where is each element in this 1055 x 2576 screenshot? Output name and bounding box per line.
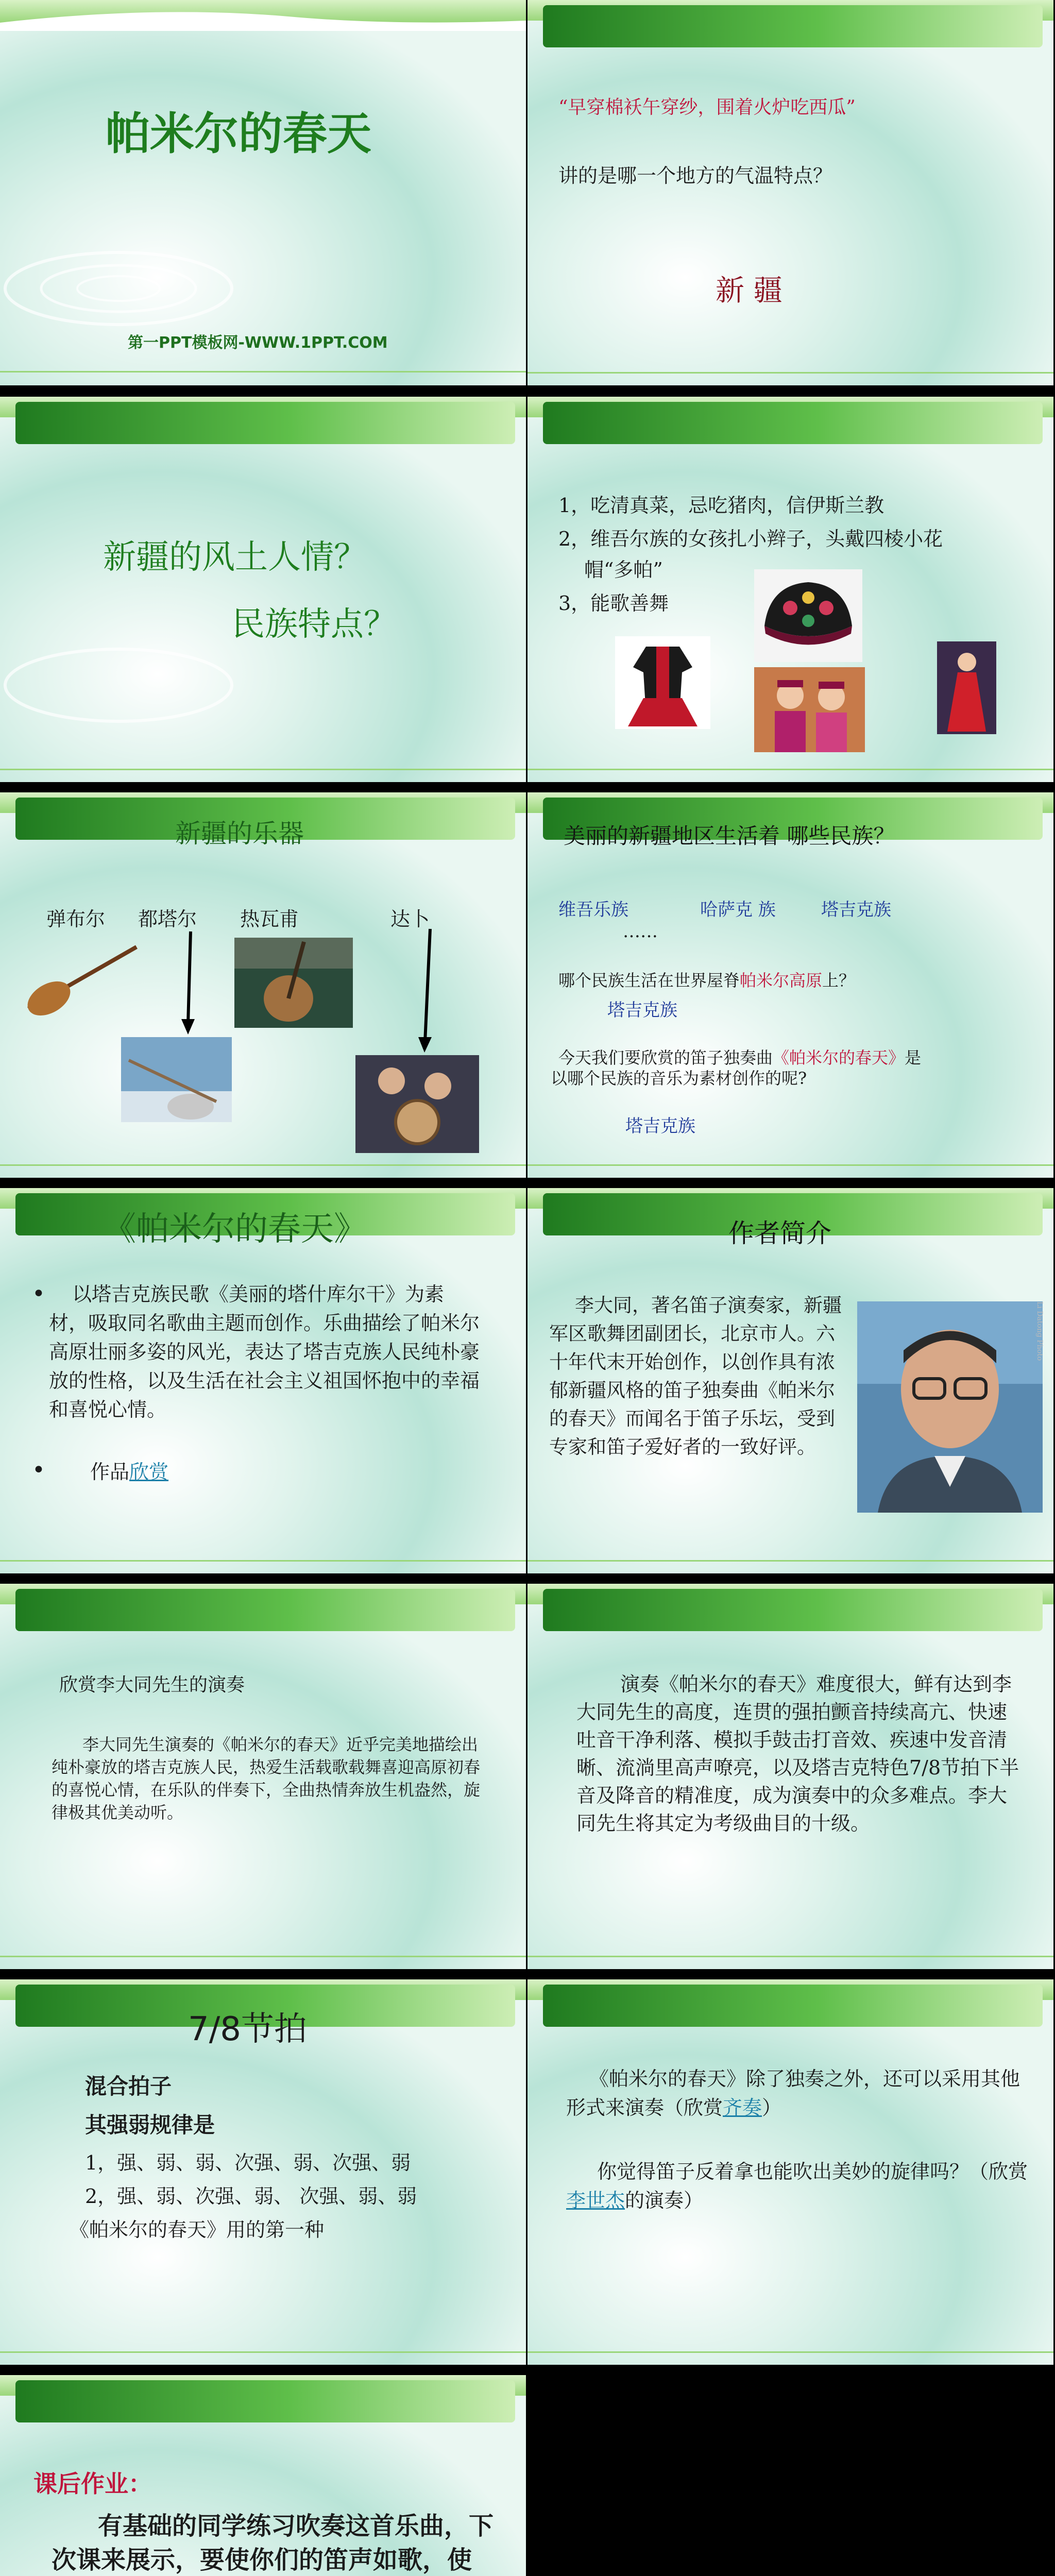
meter-pattern-2: 2，强、弱、次强、弱、 次强、弱、弱 <box>85 2185 417 2208</box>
difficulty-paragraph: 演奏《帕米尔的春天》难度很大，鲜有达到李大同先生的高度，连贯的强拍颤音持续高亢、快速吐音干净利落、模拟手鼓击打音效、疾速中发音清晰、流淌里高声嘹亮，以及塔吉克特色7/8节拍下半音及降音的精准度，成为演奏中的众多难点。李大同先生将其定为考级曲目的十级。 <box>576 1673 1019 1835</box>
slide-title: 美丽的新疆地区生活着 哪些民族？ <box>564 823 895 849</box>
custom-item-3: 3，能歌善舞 <box>558 592 669 615</box>
slide-9 <box>0 1584 526 1969</box>
slide-5 <box>0 792 526 1178</box>
slide-10 <box>528 1584 1053 1969</box>
paragraph-2: 你觉得笛子反着拿也能吹出美妙的旋律吗？（欣赏李世杰的演奏） <box>566 2160 1028 2212</box>
custom-item-2a: 2，维吾尔族的女孩扎小辫子，头戴四棱小花 <box>558 528 943 550</box>
meter-note: 《帕米尔的春天》用的第一种 <box>70 2218 325 2241</box>
slide-title: 《帕米尔的春天》 <box>103 1210 367 1248</box>
ensemble-link[interactable]: 齐奏 <box>723 2096 762 2119</box>
topic-line-2: 民族特点？ <box>232 605 397 643</box>
footer-url: 第一PPT模板网-WWW.1PPT.COM <box>128 334 388 352</box>
ethnic-2: 哈萨克 族 <box>700 900 776 920</box>
instrument-label-1: 弹布尔 <box>46 908 106 930</box>
slide-6 <box>528 792 1053 1178</box>
appreciate-link[interactable]: 欣赏 <box>129 1461 169 1483</box>
ellipsis: …… <box>623 921 658 942</box>
slide-title: 作者简介 <box>728 1218 831 1248</box>
empty-panel <box>528 2374 1055 2576</box>
instruments-illustration <box>0 792 526 1178</box>
meter-pattern-1: 1，强、弱、弱、次强、弱、次强、弱 <box>85 2151 411 2174</box>
question-text: 讲的是哪一个地方的气温特点？ <box>558 164 833 187</box>
dancers-photo <box>754 667 865 752</box>
slide-11 <box>0 1979 526 2365</box>
answer-1: 塔吉克族 <box>607 1000 677 1021</box>
description-paragraph: 以塔吉克族民歌《美丽的塔什库尔干》为素材，吸取同名歌曲主题而创作。乐曲描绘了帕米尔高原壮丽多姿的风光，表达了塔吉克族人民纯朴豪放的性格，以及生活在社会主义祖国怀抱中的幸福和喜悦心情。 <box>49 1283 480 1421</box>
work-line: 作品欣赏 <box>90 1461 169 1483</box>
slide-13 <box>0 2375 526 2576</box>
quote-text: “早穿棉袄午穿纱，围着火炉吃西瓜” <box>558 97 856 118</box>
slide-title: 7/8节拍 <box>188 2010 307 2048</box>
bullet-dot-1: • <box>32 1281 45 1307</box>
bullet-dot-2: • <box>32 1457 45 1483</box>
instrument-label-4: 达卜 <box>390 908 430 930</box>
instrument-label-3: 热瓦甫 <box>240 908 299 930</box>
ethnic-1: 维吾乐族 <box>558 900 628 920</box>
doppa-hat-image <box>754 569 862 662</box>
paragraph-1: 《帕米尔的春天》除了独奏之外，还可以采用其他形式来演奏（欣赏齐奏） <box>566 2067 1020 2119</box>
homework-heading: 课后作业： <box>33 2470 152 2498</box>
section-heading: 欣赏李大同先生的演奏 <box>59 1674 245 1696</box>
homework-body: 有基础的同学练习吹奏这首乐曲，下次课来展示，要使你们的笛声如歌，使 <box>52 2512 494 2574</box>
custom-item-1: 1，吃清真菜，忌吃猪肉，信伊斯兰教 <box>558 494 884 517</box>
custom-item-2b: 帽“多帕” <box>584 558 663 581</box>
slide-7 <box>0 1188 526 1573</box>
answer-text: 新 疆 <box>716 274 782 308</box>
slide-8 <box>528 1188 1053 1573</box>
question-2-line-2: 以哪个民族的音乐为素材创作的呢? <box>551 1069 807 1088</box>
slide-1 <box>0 0 526 385</box>
question-1: 哪个民族生活在世界屋脊帕米尔高原上？ <box>558 971 856 990</box>
question-2-line-1: 今天我们要欣赏的笛子独奏曲《帕米尔的春天》是 <box>558 1048 922 1067</box>
instrument-label-2: 都塔尔 <box>138 908 197 930</box>
slide-4 <box>528 397 1053 782</box>
li-shijie-link[interactable]: 李世杰 <box>566 2189 625 2212</box>
slide-title: 帕米尔的春天 <box>106 108 371 160</box>
author-bio: 李大同，著名笛子演奏家，新疆军区歌舞团副团长，北京市人。六十年代末开始创作，以创作具有浓郁新疆风格的笛子独奏曲《帕米尔的春天》而闻名于笛子乐坛，受到专家和笛子爱好者的一致好评。 <box>549 1294 842 1458</box>
slide-3 <box>0 397 526 782</box>
topic-line-1: 新疆的风土人情？ <box>103 538 367 577</box>
slide-2 <box>528 0 1053 385</box>
ethnic-3: 塔吉克族 <box>821 900 891 920</box>
meter-line-2: 其强弱规律是 <box>85 2112 215 2138</box>
slide-title: 新疆的乐器 <box>175 819 304 849</box>
meter-line-1: 混合拍子 <box>85 2074 172 2099</box>
author-photo <box>857 1301 1043 1513</box>
slide-12 <box>528 1979 1053 2365</box>
tanbur-image <box>22 947 137 1023</box>
answer-2: 塔吉克族 <box>625 1116 695 1137</box>
dancer-photo <box>937 641 996 734</box>
photo-watermark: Li Datong Photo <box>1035 1301 1044 1361</box>
costume-image <box>615 636 710 729</box>
performance-paragraph: 李大同先生演奏的《帕米尔的春天》近乎完美地描绘出纯朴豪放的塔吉克族人民，热爱生活载歌载舞喜迎高原初春的喜悦心情，在乐队的伴奏下，全曲热情奔放生机盎然，旋律极其优美动听。 <box>52 1735 481 1822</box>
